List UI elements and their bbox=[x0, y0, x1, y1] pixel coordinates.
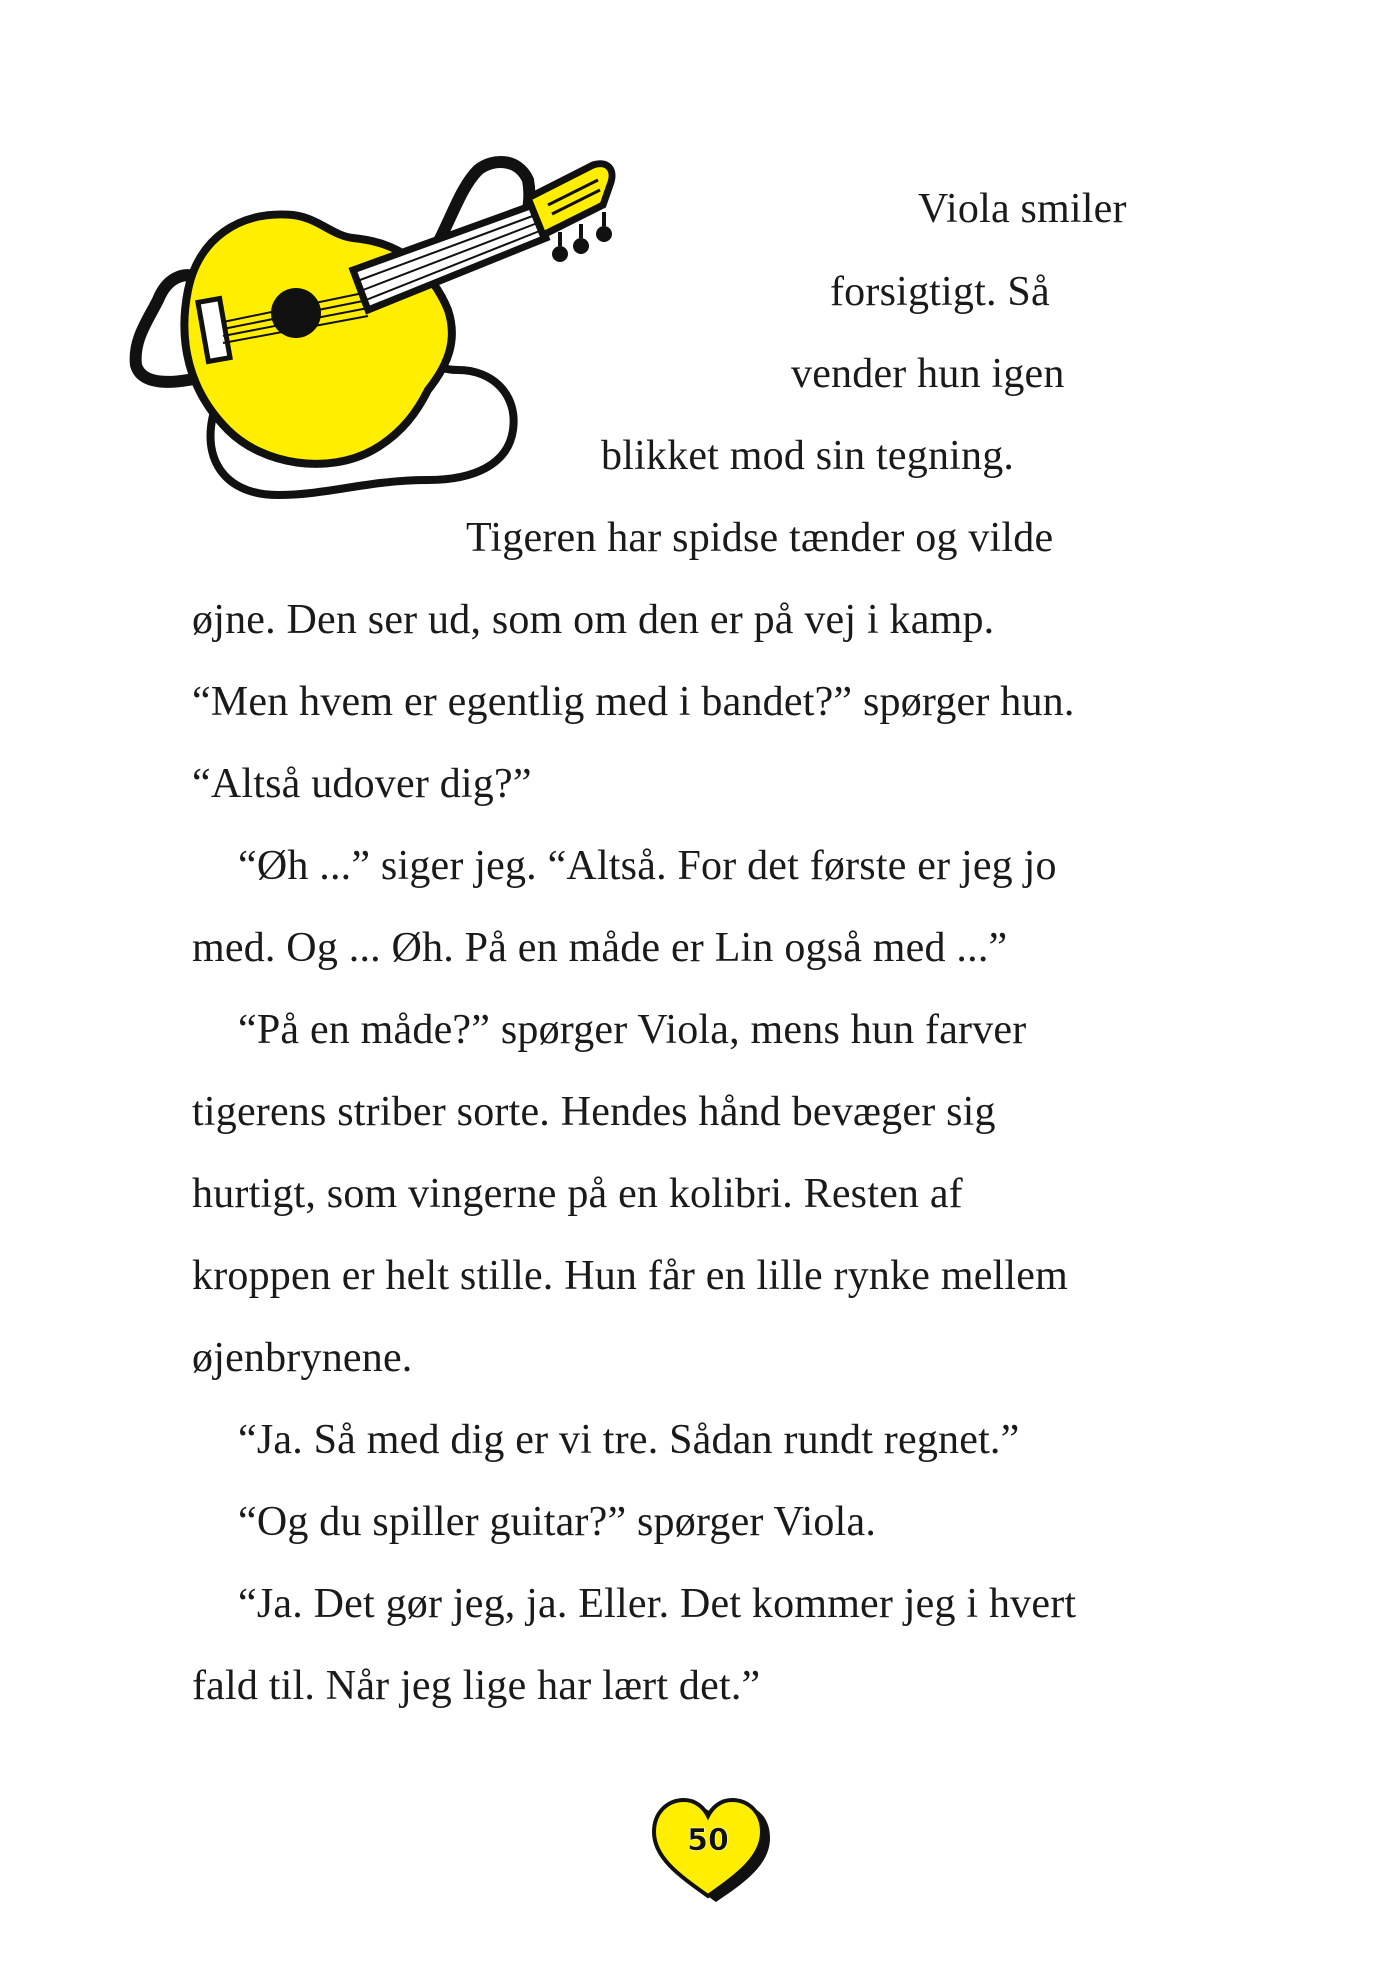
text-line: Viola smiler bbox=[918, 186, 1127, 232]
text-line: med. Og ... Øh. På en måde er Lin også med ...” bbox=[192, 925, 1008, 971]
text-line: øjne. Den ser ud, som om den er på vej i kamp. bbox=[192, 597, 995, 643]
text-line: “Og du spiller guitar?” spørger Viola. bbox=[238, 1499, 877, 1545]
text-line: forsigtigt. Så bbox=[830, 269, 1050, 315]
text-line: Tigeren har spidse tænder og vilde bbox=[466, 515, 1054, 561]
text-line: “Ja. Det gør jeg, ja. Eller. Det kommer jeg i hvert bbox=[238, 1581, 1077, 1627]
text-line: tigerens striber sorte. Hendes hånd bevæger sig bbox=[192, 1089, 996, 1135]
text-line: fald til. Når jeg lige har lært det.” bbox=[192, 1663, 761, 1709]
text-line: “Altså udover dig?” bbox=[192, 761, 532, 807]
text-line: “Men hvem er egentlig med i bandet?” spørger hun. bbox=[192, 679, 1075, 725]
page-number-heart bbox=[648, 1790, 772, 1910]
text-line: “Øh ...” siger jeg. “Altså. For det første er jeg jo bbox=[238, 843, 1057, 889]
page-number: 50 bbox=[687, 1823, 729, 1858]
text-line: blikket mod sin tegning. bbox=[601, 433, 1015, 479]
text-line: vender hun igen bbox=[791, 351, 1065, 397]
text-line: “Ja. Så med dig er vi tre. Sådan rundt regnet.” bbox=[238, 1417, 1020, 1463]
text-line: “På en måde?” spørger Viola, mens hun farver bbox=[238, 1007, 1027, 1053]
text-line: kroppen er helt stille. Hun får en lille rynke mellem bbox=[192, 1253, 1068, 1299]
text-line: øjenbrynene. bbox=[192, 1335, 413, 1381]
text-line: hurtigt, som vingerne på en kolibri. Resten af bbox=[192, 1171, 963, 1217]
